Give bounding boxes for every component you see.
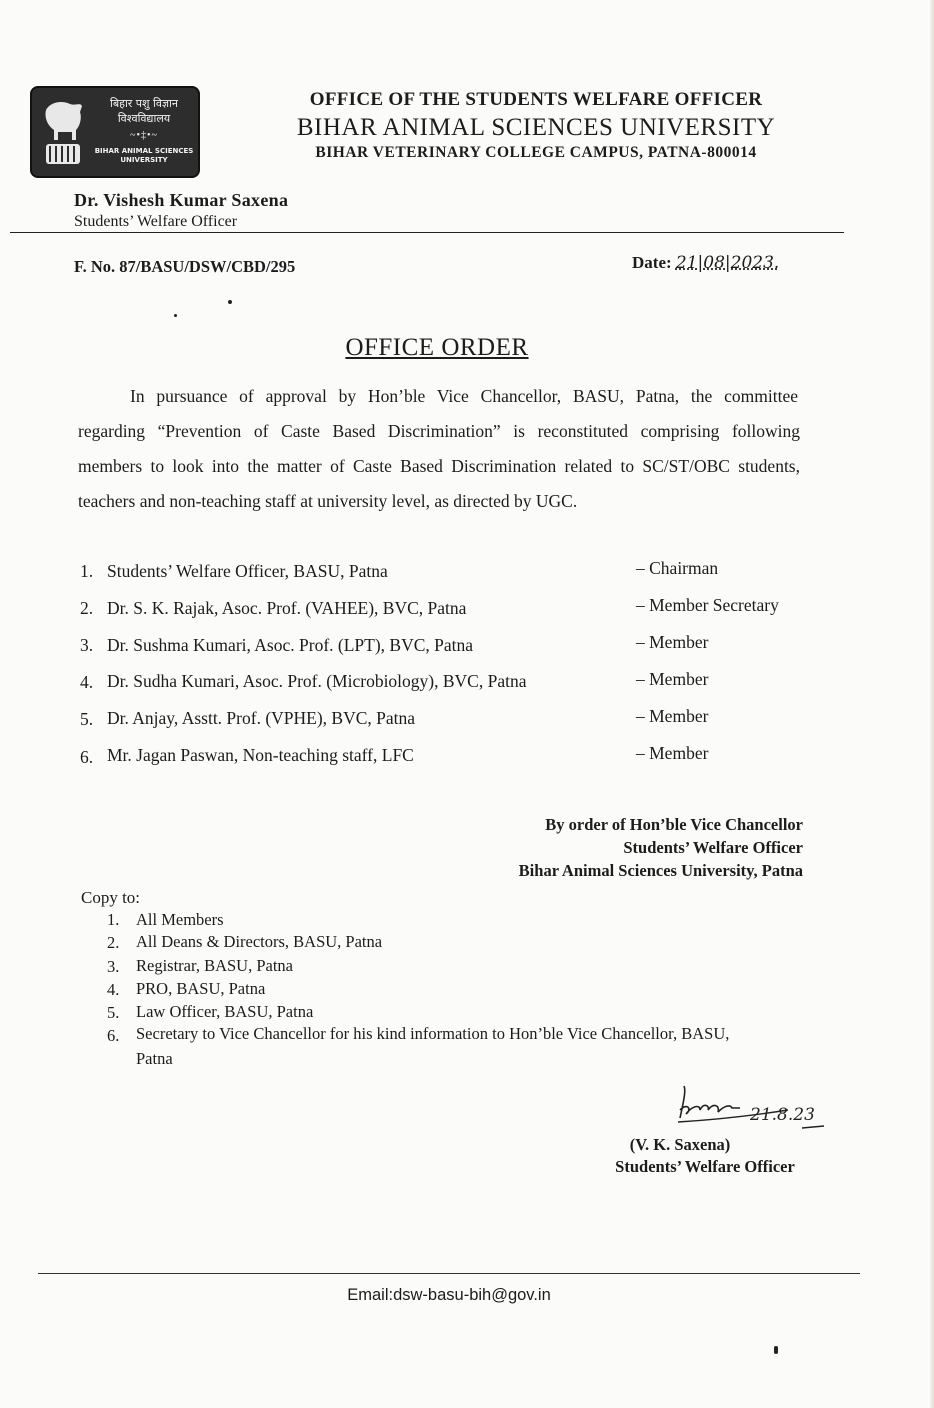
copy-item: PRO, BASU, Patna xyxy=(136,979,266,998)
member-number: 5. xyxy=(80,709,94,729)
copy-item-continued: Patna xyxy=(136,1049,173,1068)
footer-email: Email:dsw-basu-bih@gov.in xyxy=(347,1286,551,1304)
body-line-4: teachers and non-teaching staff at university level, as directed by UGC. xyxy=(78,491,578,511)
campus-address: BIHAR VETERINARY COLLEGE CAMPUS, PATNA-800014 xyxy=(315,144,757,161)
member-role: – Member xyxy=(636,632,709,652)
scan-speck xyxy=(774,1346,778,1354)
logo-hindi-line2: विश्वविद्यालय xyxy=(117,112,171,125)
scan-speck xyxy=(174,314,177,317)
date-field xyxy=(632,253,779,273)
logo-text xyxy=(90,94,198,165)
member-name: Students’ Welfare Officer, BASU, Patna xyxy=(107,561,388,581)
body-line-3: members to look into the matter of Caste Based Discrimination related to SC/ST/OBC students, xyxy=(78,456,800,476)
member-name: Mr. Jagan Paswan, Non-teaching staff, LFC xyxy=(107,745,414,765)
scan-speck xyxy=(228,300,232,304)
handwritten-signature xyxy=(670,1080,830,1130)
copy-number: 1. xyxy=(107,910,120,929)
member-role: – Member Secretary xyxy=(636,595,779,615)
member-role: – Member xyxy=(636,706,709,726)
document-title: OFFICE ORDER xyxy=(345,334,529,361)
member-role: – Chairman xyxy=(636,558,719,578)
member-name: Dr. S. K. Rajak, Asoc. Prof. (VAHEE), BVC, Patna xyxy=(107,598,467,618)
by-order-block xyxy=(440,813,803,882)
logo-ornament: ~•‡•~ xyxy=(130,130,158,141)
footer-divider xyxy=(38,1273,860,1274)
copy-number: 4. xyxy=(107,980,120,999)
copy-number: 5. xyxy=(107,1003,120,1022)
copy-item: All Deans & Directors, BASU, Patna xyxy=(136,932,383,951)
member-name: Dr. Anjay, Asstt. Prof. (VPHE), BVC, Patna xyxy=(107,708,416,728)
officer-designation: Students’ Welfare Officer xyxy=(74,213,238,230)
member-name: Dr. Sushma Kumari, Asoc. Prof. (LPT), BVC, Patna xyxy=(107,635,474,655)
copy-number: 6. xyxy=(107,1026,120,1045)
university-logo xyxy=(30,86,200,178)
copy-number: 3. xyxy=(107,957,120,976)
date-label: Date: xyxy=(632,253,676,272)
copy-item: Secretary to Vice Chancellor for his kind information to Hon’ble Vice Chancellor, BASU, xyxy=(136,1024,730,1043)
date-value: 21|08|2023. xyxy=(675,253,780,273)
signatory-designation: Students’ Welfare Officer xyxy=(615,1157,795,1176)
copy-item: Registrar, BASU, Patna xyxy=(136,956,293,975)
copy-item: All Members xyxy=(136,910,224,929)
copy-item: Law Officer, BASU, Patna xyxy=(136,1002,314,1021)
copy-number: 2. xyxy=(107,933,120,952)
by-order-line: Bihar Animal Sciences University, Patna xyxy=(518,861,803,880)
body-line-2: regarding “Prevention of Caste Based Discrimination” is reconstituted comprising following xyxy=(78,421,800,441)
page-edge-shadow xyxy=(930,0,934,1408)
header-divider xyxy=(10,232,844,233)
by-order-line: By order of Hon’ble Vice Chancellor xyxy=(545,815,803,834)
member-number: 1. xyxy=(80,561,94,581)
member-number: 2. xyxy=(80,598,94,618)
file-number: F. No. 87/BASU/DSW/CBD/295 xyxy=(74,257,296,276)
member-role: – Member xyxy=(636,743,709,763)
cow-emblem-icon xyxy=(40,96,86,168)
logo-hindi-line1: बिहार पशु विज्ञान xyxy=(109,97,178,110)
by-order-line: Students’ Welfare Officer xyxy=(623,838,803,857)
signatory-name: (V. K. Saxena) xyxy=(629,1135,731,1154)
body-line-1: In pursuance of approval by Hon’ble Vice Chancellor, BASU, Patna, the committee xyxy=(130,386,798,406)
logo-english: BIHAR ANIMAL SCIENCES UNIVERSITY xyxy=(94,147,194,164)
signature-date: 21.8.23 xyxy=(750,1105,815,1125)
member-number: 4. xyxy=(80,672,94,692)
office-heading: OFFICE OF THE STUDENTS WELFARE OFFICER xyxy=(309,89,763,110)
university-name: BIHAR ANIMAL SCIENCES UNIVERSITY xyxy=(296,114,776,141)
member-role: – Member xyxy=(636,669,709,689)
member-name: Dr. Sudha Kumari, Asoc. Prof. (Microbiology), BVC, Patna xyxy=(107,671,527,691)
officer-name: Dr. Vishesh Kumar Saxena xyxy=(74,190,289,210)
member-number: 6. xyxy=(80,747,94,767)
member-number: 3. xyxy=(80,635,94,655)
copy-to-title: Copy to: xyxy=(81,888,141,907)
